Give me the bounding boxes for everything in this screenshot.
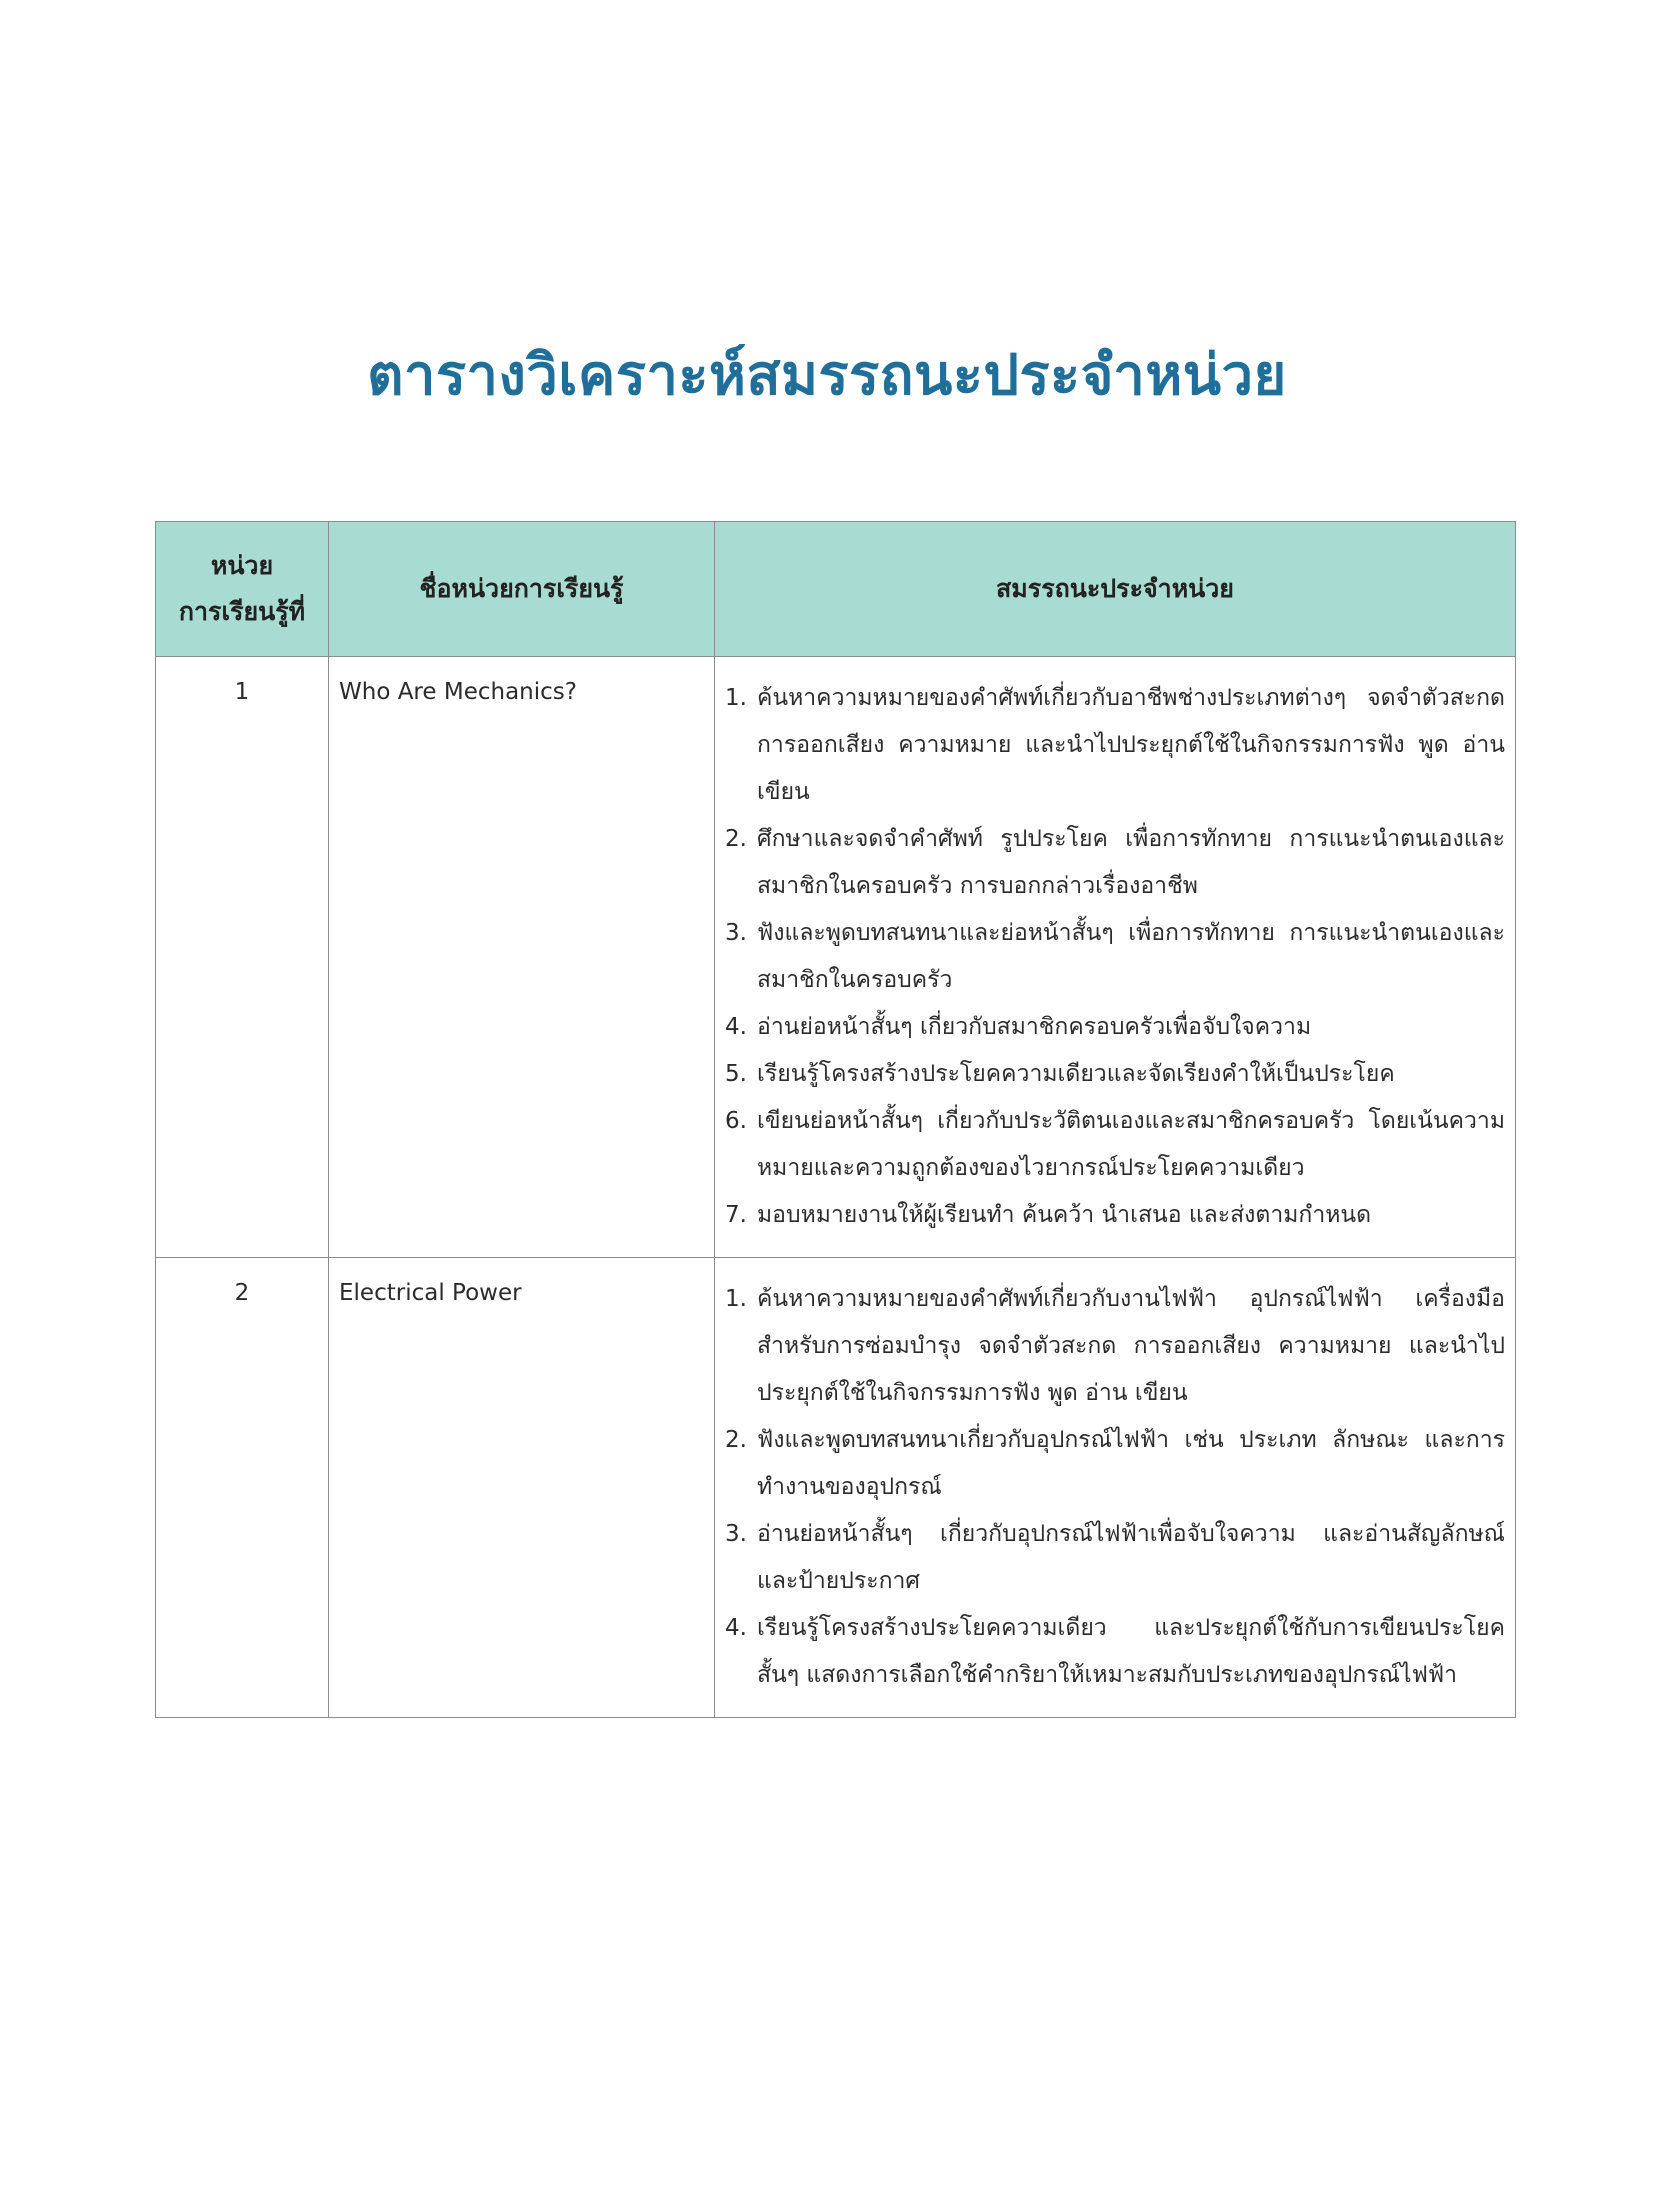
list-item [725,1605,1505,1699]
competency-cell [715,1258,1516,1718]
list-item-number: 5. [725,1061,747,1087]
table-header-row [156,522,1516,657]
list-item [725,910,1505,1004]
list-item [725,1192,1505,1239]
unit-number-cell: 1 [156,657,329,1258]
list-item-number: 3. [725,920,747,946]
header-unit-line1: หน่วย [210,551,274,580]
competency-list [725,1276,1505,1699]
list-item-number: 1. [725,685,747,711]
list-item-text: อ่านย่อหน้าสั้นๆ เกี่ยวกับสมาชิกครอบครัวเพื่อจับใจความ [757,1014,1312,1040]
page-title: ตารางวิเคราะห์สมรรถนะประจำหน่วย [367,343,1287,408]
list-item-text: เรียนรู้โครงสร้างประโยคความเดียว และประยุกต์ใช้กับการเขียนประโยคสั้นๆ แสดงการเลือกใช้คำกริยาให้เหมาะสมกับประเภทของอุปกรณ์ไฟฟ้า [757,1615,1505,1688]
list-item [725,816,1505,910]
list-item-number: 6. [725,1108,747,1134]
competency-analysis-table [155,521,1516,1718]
list-item-number: 2. [725,826,747,852]
list-item [725,1417,1505,1511]
competency-list [725,675,1505,1239]
list-item [725,1051,1505,1098]
list-item-text: ศึกษาและจดจำคำศัพท์ รูปประโยค เพื่อการทักทาย การแนะนำตนเองและสมาชิกในครอบครัว การบอกกล่าวเรื่องอาชีพ [757,826,1505,899]
list-item-text: ค้นหาความหมายของคำศัพท์เกี่ยวกับงานไฟฟ้า อุปกรณ์ไฟฟ้า เครื่องมือสำหรับการซ่อมบำรุง จดจำตัวสะกด การออกเสียง ความหมาย และนำไปประยุกต์ใช้ในกิจกรรมการฟัง พูด อ่าน เขียน [757,1286,1505,1406]
unit-number-cell: 2 [156,1258,329,1718]
header-competency: สมรรถนะประจำหน่วย [715,522,1516,657]
list-item-text: เรียนรู้โครงสร้างประโยคความเดียวและจัดเรียงคำให้เป็นประโยค [757,1061,1395,1087]
header-unit-number [156,522,329,657]
list-item-number: 4. [725,1615,747,1641]
list-item-text: ค้นหาความหมายของคำศัพท์เกี่ยวกับอาชีพช่างประเภทต่างๆ จดจำตัวสะกด การออกเสียง ความหมาย และนำไปประยุกต์ใช้ในกิจกรรมการฟัง พูด อ่าน เขียน [757,685,1505,805]
list-item [725,1098,1505,1192]
list-item-number: 7. [725,1202,747,1228]
competency-cell [715,657,1516,1258]
header-unit-name: ชื่อหน่วยการเรียนรู้ [329,522,715,657]
table-row [156,657,1516,1258]
list-item-text: อ่านย่อหน้าสั้นๆ เกี่ยวกับอุปกรณ์ไฟฟ้าเพื่อจับใจความ และอ่านสัญลักษณ์และป้ายประกาศ [757,1521,1505,1594]
unit-name-cell: Who Are Mechanics? [329,657,715,1258]
list-item [725,1276,1505,1417]
list-item-number: 4. [725,1014,747,1040]
list-item [725,1511,1505,1605]
list-item-text: ฟังและพูดบทสนทนาเกี่ยวกับอุปกรณ์ไฟฟ้า เช่น ประเภท ลักษณะ และการทำงานของอุปกรณ์ [757,1427,1505,1500]
list-item [725,1004,1505,1051]
list-item-text: เขียนย่อหน้าสั้นๆ เกี่ยวกับประวัติตนเองและสมาชิกครอบครัว โดยเน้นความหมายและความถูกต้องของไวยากรณ์ประโยคความเดียว [757,1108,1505,1181]
table-row [156,1258,1516,1718]
list-item [725,675,1505,816]
list-item-text: มอบหมายงานให้ผู้เรียนทำ ค้นคว้า นำเสนอ และส่งตามกำหนด [757,1202,1372,1228]
unit-name-cell: Electrical Power [329,1258,715,1718]
list-item-number: 3. [725,1521,747,1547]
list-item-number: 1. [725,1286,747,1312]
list-item-number: 2. [725,1427,747,1453]
list-item-text: ฟังและพูดบทสนทนาและย่อหน้าสั้นๆ เพื่อการทักทาย การแนะนำตนเองและสมาชิกในครอบครัว [757,920,1505,993]
header-unit-line2: การเรียนรู้ที่ [178,597,306,626]
